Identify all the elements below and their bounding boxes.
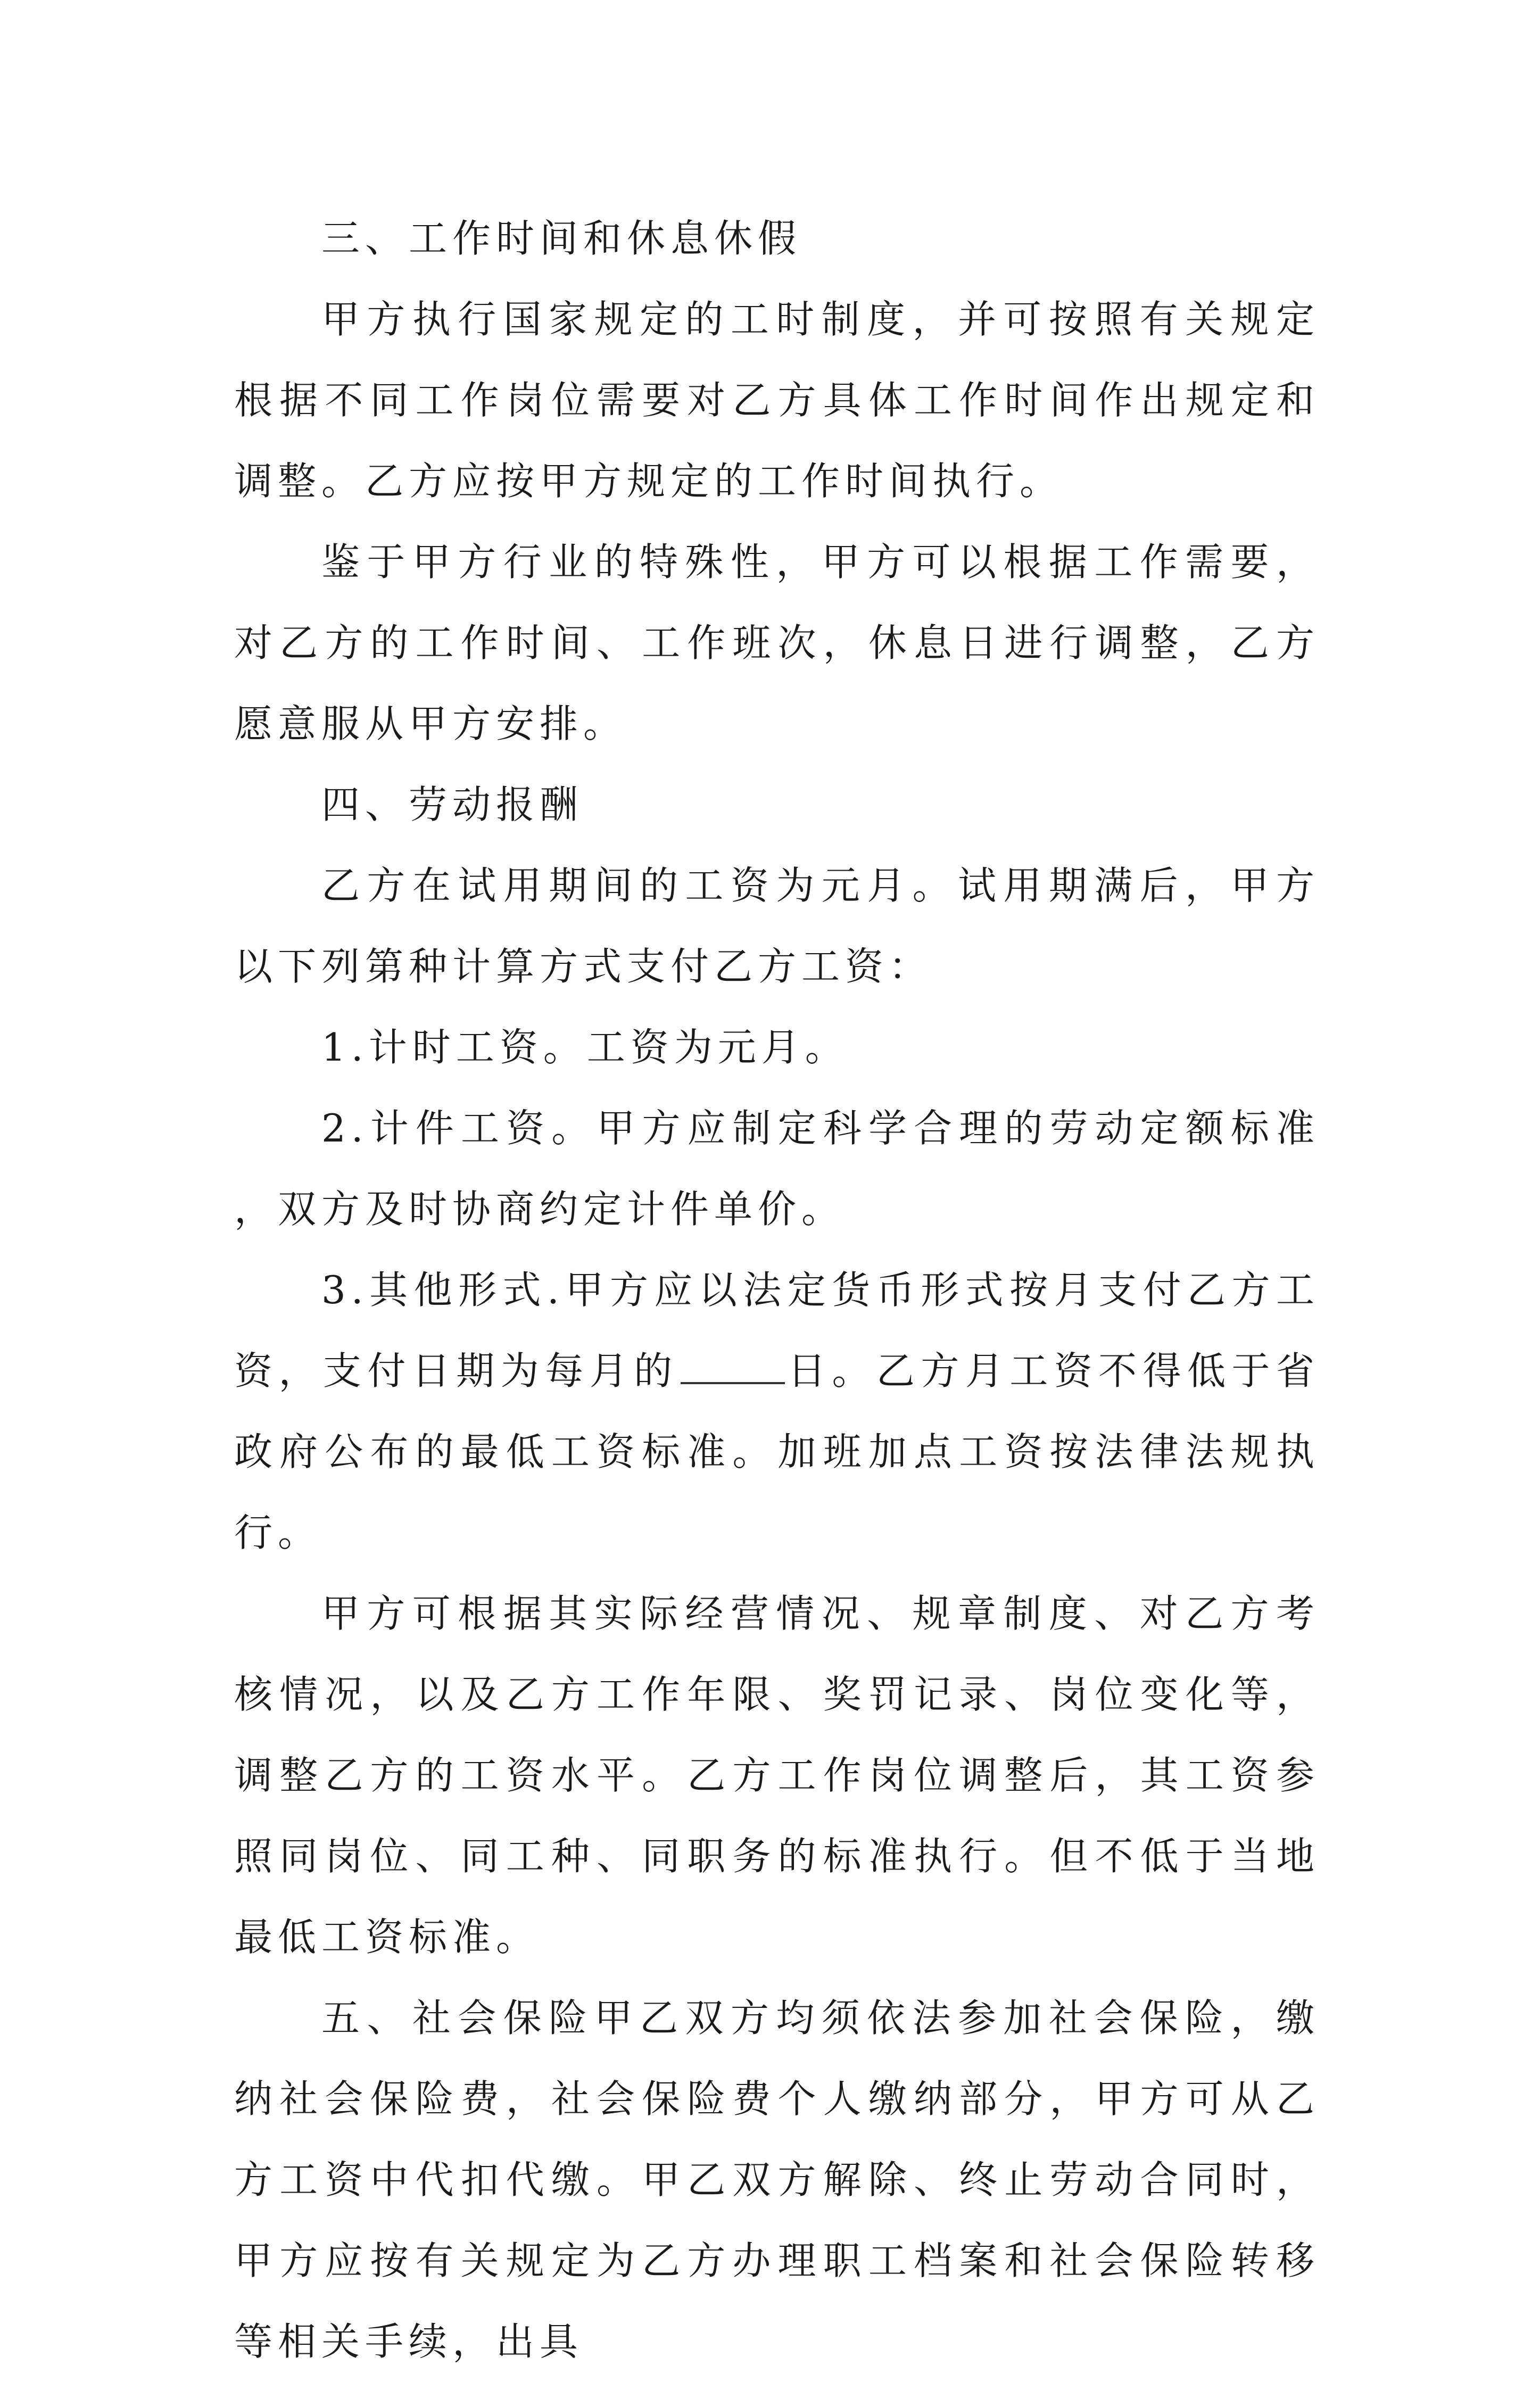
paragraph-work-hours-system: 甲方执行国家规定的工时制度，并可按照有关规定根据不同工作岗位需要对乙方具体工作时间作出规定和调整。乙方应按甲方规定的工作时间执行。 (234, 297, 1320, 503)
other-forms-text-before: 3.其他形式.甲方应以法定货币形式按月支付乙方工资，支付日期为每月的 (234, 1268, 1320, 1393)
section-heading-work-hours: 三、工作时间和休息休假 (321, 216, 802, 261)
paragraph-social-insurance: 五、社会保险甲乙双方均须依法参加社会保险，缴纳社会保险费，社会保险费个人缴纳部分，甲方可从乙方工资中代扣代缴。甲乙双方解除、终止劳动合同时，甲方应按有关规定为乙方办理职工档案和社会保险转移等相关手续，出具 (234, 1996, 1320, 2364)
paragraph-probation-salary: 乙方在试用期间的工资为元月。试用期满后，甲方以下列第种计算方式支付乙方工资： (234, 863, 1320, 989)
paragraph-industry-adjustment: 鉴于甲方行业的特殊性，甲方可以根据工作需要，对乙方的工作时间、工作班次，休息日进行调整，乙方愿意服从甲方安排。 (234, 540, 1320, 746)
paragraph-other-forms (234, 1250, 1320, 1573)
paragraph-hourly-wage: 1.计时工资。工资为元月。 (321, 1025, 849, 1070)
paragraph-piece-wage: 2.计件工资。甲方应制定科学合理的劳动定额标准，双方及时协商约定计件单价。 (234, 1106, 1320, 1231)
section-heading-remuneration: 四、劳动报酬 (321, 782, 584, 827)
paragraph-salary-adjustment: 甲方可根据其实际经营情况、规章制度、对乙方考核情况，以及乙方工作年限、奖罚记录、岗位变化等，调整乙方的工资水平。乙方工作岗位调整后，其工资参照同岗位、同工种、同职务的标准执行。但不低于当地最低工资标准。 (234, 1591, 1320, 1959)
other-forms-text-after: 日。乙方月工资不得低于省政府公布的最低工资标准。加班加点工资按法律法规执行。 (234, 1349, 1320, 1555)
payday-blank-line (681, 1347, 785, 1384)
document-body (234, 198, 1320, 2382)
